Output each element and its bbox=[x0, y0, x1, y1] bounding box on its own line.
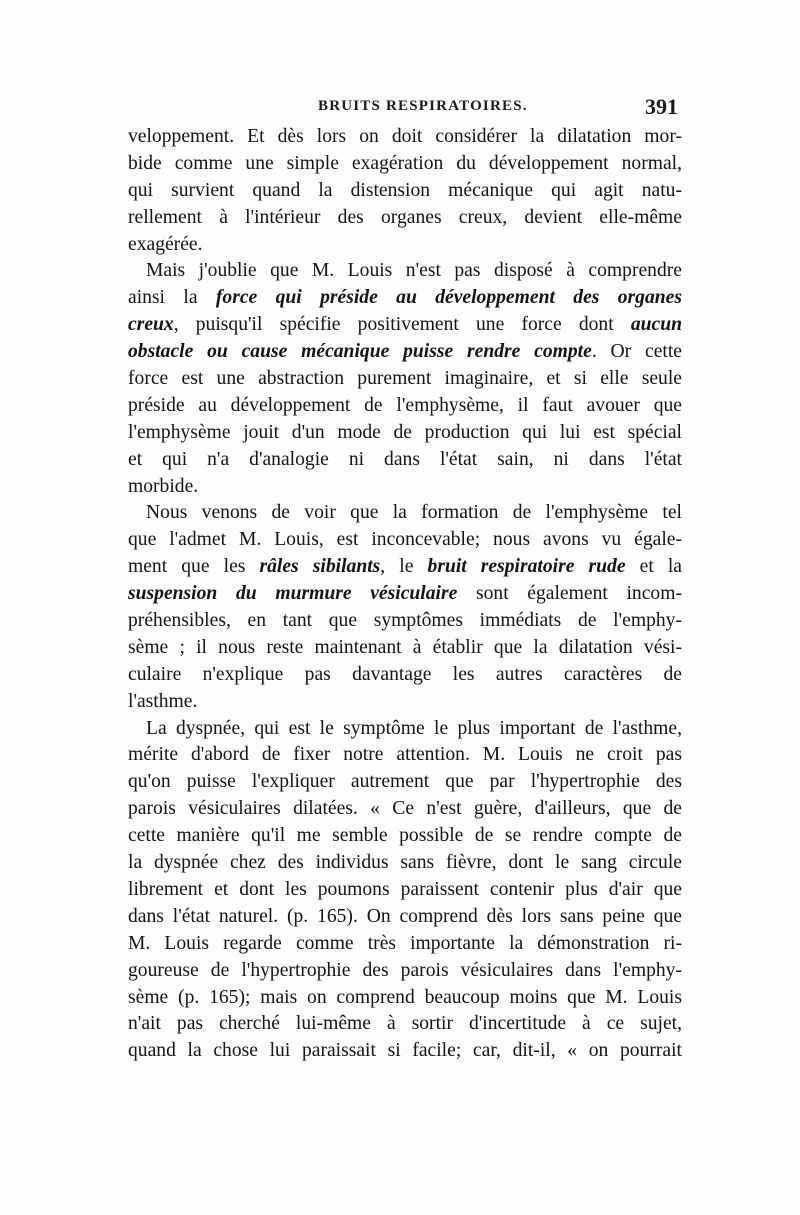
text-segment: mérite d'abord de fixer notre attention. M. Louis ne croit pas bbox=[128, 744, 682, 766]
italic-text: creux bbox=[128, 314, 174, 336]
text-line bbox=[128, 689, 682, 716]
text-line bbox=[128, 205, 682, 232]
text-segment: et qui n'a d'analogie ni dans l'état sain, ni dans l'état bbox=[128, 448, 682, 470]
text-line bbox=[128, 474, 682, 501]
text-segment: sème ; il nous reste maintenant à établir que la dilatation vési- bbox=[128, 636, 682, 658]
italic-text: suspension du murmure vésiculaire bbox=[128, 583, 458, 605]
text-segment: qui survient quand la distension mécanique qui agit natu- bbox=[128, 179, 682, 201]
text-segment: , le bbox=[380, 556, 428, 578]
italic-text: aucun bbox=[630, 314, 682, 336]
text-segment: l'asthme. bbox=[128, 690, 198, 712]
text-line bbox=[128, 447, 682, 474]
text-segment: dans l'état naturel. (p. 165). On comprend dès lors sans peine que bbox=[128, 905, 682, 927]
text-segment: sème (p. 165); mais on comprend beaucoup moins que M. Louis bbox=[128, 986, 682, 1008]
text-line bbox=[128, 742, 682, 769]
text-line bbox=[128, 823, 682, 850]
text-line bbox=[128, 931, 682, 958]
text-line bbox=[128, 258, 682, 285]
text-segment: quand la chose lui paraissait si facile; car, dit-il, « on pourrait bbox=[128, 1040, 682, 1062]
text-segment: ainsi la bbox=[128, 287, 216, 309]
text-segment: rellement à l'intérieur des organes creux, devient elle-même bbox=[128, 206, 682, 228]
text-line bbox=[128, 420, 682, 447]
text-segment: force est une abstraction purement imaginaire, et si elle seule bbox=[128, 368, 682, 390]
text-segment: . Or cette bbox=[591, 341, 682, 363]
italic-text: obstacle ou cause mécanique puisse rendre compte bbox=[128, 341, 592, 363]
body-text bbox=[128, 124, 682, 1065]
text-line bbox=[128, 285, 682, 312]
text-line bbox=[128, 769, 682, 796]
text-line bbox=[128, 232, 682, 259]
text-segment: la dyspnée chez des individus sans fièvre, dont le sang circule bbox=[128, 852, 682, 874]
text-segment: l'emphysème jouit d'un mode de production qui lui est spécial bbox=[128, 421, 682, 443]
text-line bbox=[128, 339, 682, 366]
text-segment: morbide. bbox=[128, 475, 199, 497]
text-segment: culaire n'explique pas davantage les autres caractères de bbox=[128, 663, 682, 685]
text-line bbox=[128, 850, 682, 877]
italic-text: bruit respiratoire rude bbox=[427, 556, 626, 578]
text-segment: veloppement. Et dès lors on doit considérer la dilatation mor- bbox=[128, 126, 682, 147]
text-line bbox=[128, 554, 682, 581]
text-segment: n'ait pas cherché lui-même à sortir d'incertitude à ce sujet, bbox=[128, 1013, 682, 1035]
text-segment: goureuse de l'hypertrophie des parois vésiculaires dans l'emphy- bbox=[128, 959, 682, 981]
text-segment: , puisqu'il spécifie positivement une force dont bbox=[173, 314, 631, 336]
text-segment: et la bbox=[625, 556, 682, 578]
text-line bbox=[128, 958, 682, 985]
text-line bbox=[128, 635, 682, 662]
page-number: 391 bbox=[645, 94, 678, 119]
text-segment: parois vésiculaires dilatées. « Ce n'est guère, d'ailleurs, que de bbox=[128, 798, 682, 820]
text-line bbox=[128, 393, 682, 420]
text-line bbox=[128, 608, 682, 635]
text-segment: cette manière qu'il me semble possible de se rendre compte de bbox=[128, 825, 682, 847]
text-line bbox=[128, 366, 682, 393]
italic-text: force qui préside au développement des organes bbox=[215, 287, 682, 309]
text-line bbox=[128, 1011, 682, 1038]
text-line bbox=[128, 124, 682, 151]
text-segment: que l'admet M. Louis, est inconcevable; nous avons vu égale- bbox=[128, 529, 682, 551]
text-line bbox=[128, 1038, 682, 1065]
text-line bbox=[128, 985, 682, 1012]
text-line bbox=[128, 796, 682, 823]
text-segment: bide comme une simple exagération du développement normal, bbox=[128, 152, 682, 174]
text-segment: sont également incom- bbox=[457, 583, 682, 605]
italic-text: râles sibilants bbox=[259, 556, 381, 578]
text-line bbox=[128, 527, 682, 554]
text-line bbox=[128, 312, 682, 339]
text-segment: préside au développement de l'emphysème, il faut avouer que bbox=[128, 394, 682, 416]
text-line bbox=[128, 151, 682, 178]
text-segment: Nous venons de voir que la formation de l'emphysème tel bbox=[146, 502, 682, 524]
text-line bbox=[128, 500, 682, 527]
text-line bbox=[128, 716, 682, 743]
text-segment: qu'on puisse l'expliquer autrement que par l'hypertrophie des bbox=[128, 771, 682, 793]
text-segment: M. Louis regarde comme très importante la démonstration ri- bbox=[128, 932, 682, 954]
text-line bbox=[128, 178, 682, 205]
text-line bbox=[128, 904, 682, 931]
text-line bbox=[128, 662, 682, 689]
text-line bbox=[128, 877, 682, 904]
text-segment: Mais j'oublie que M. Louis n'est pas disposé à comprendre bbox=[146, 260, 682, 282]
text-segment: La dyspnée, qui est le symptôme le plus important de l'asthme, bbox=[146, 717, 682, 739]
text-segment: exagérée. bbox=[128, 233, 203, 255]
text-line bbox=[128, 581, 682, 608]
text-segment: ment que les bbox=[128, 556, 260, 578]
text-segment: librement et dont les poumons paraissent contenir plus d'air que bbox=[128, 878, 682, 900]
text-segment: préhensibles, en tant que symptômes immédiats de l'emphy- bbox=[128, 610, 682, 632]
running-head: BRUITS RESPIRATOIRES. bbox=[318, 98, 528, 114]
page-header bbox=[128, 96, 680, 122]
